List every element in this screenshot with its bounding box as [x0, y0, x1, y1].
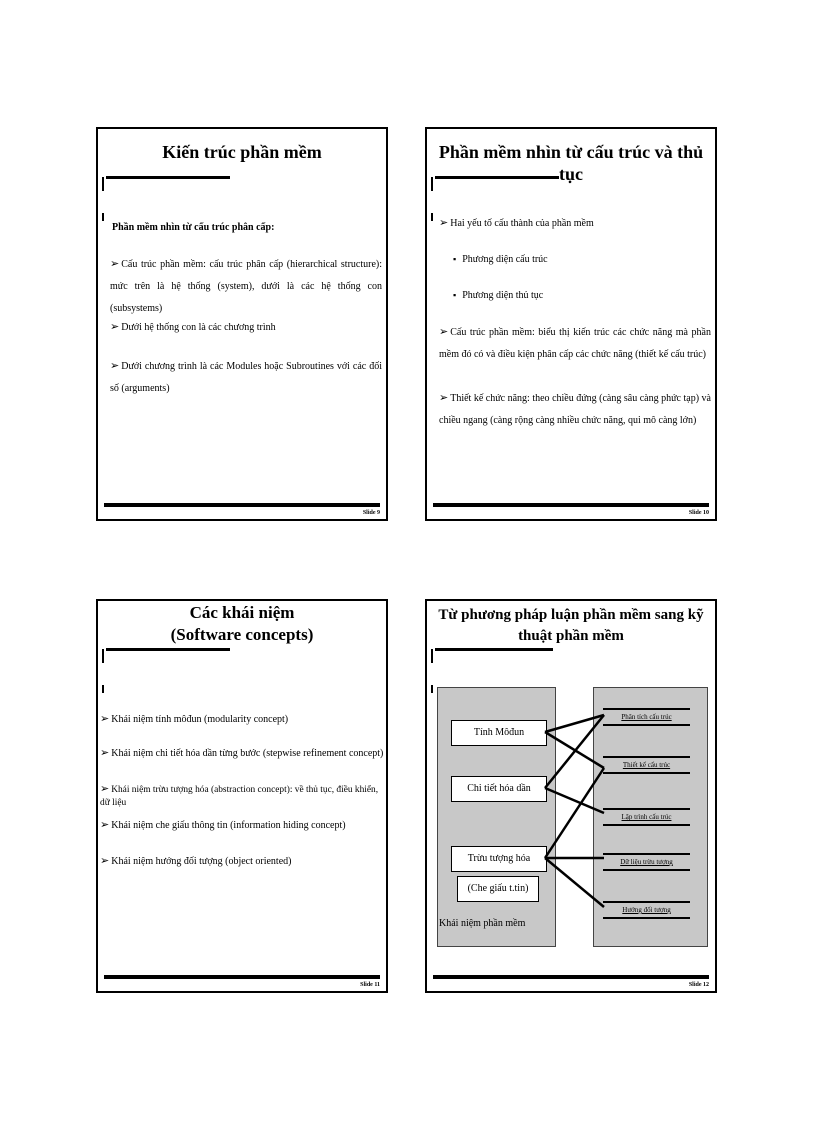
- connector-line: [545, 715, 604, 788]
- connector-line: [545, 715, 604, 732]
- slide-edge-tick: [102, 213, 104, 221]
- technique-label: Lập trình cấu trúc: [603, 808, 690, 826]
- slide-title: Kiến trúc phần mềm: [162, 142, 322, 162]
- slide-title-line2: (Software concepts): [170, 625, 314, 644]
- slide-title-line1: Các khái niệm: [189, 603, 295, 622]
- slide-edge-tick: [431, 213, 433, 221]
- connector-line: [545, 768, 604, 858]
- slide-edge-tick: [102, 177, 104, 191]
- slide-number: Slide 9: [362, 510, 380, 516]
- slide-10: [425, 127, 717, 521]
- title-underline: [106, 648, 230, 651]
- technique-label: Hướng đối tượng: [603, 901, 690, 919]
- sub-bullet-item: ▪ Phương diện thủ tục: [453, 289, 703, 302]
- technique-label: Thiết kế cấu trúc: [603, 756, 690, 774]
- footer-bar: [433, 975, 709, 979]
- concept-box: (Che giấu t.tin): [457, 876, 539, 902]
- subtitle: Phần mềm nhìn từ cấu trúc phân cấp:: [112, 222, 275, 233]
- bullet-item: ➢ Hai yếu tố cấu thành của phần mềm: [439, 217, 711, 230]
- slide-12: [425, 599, 717, 993]
- bullet-item: ➢ Cấu trúc phần mềm: biểu thị kiến trúc các chức năng mà phần mềm đó có và điều kiện phân cấp các chức năng (thiết kế cấu trúc): [439, 321, 711, 366]
- title-underline: [435, 176, 559, 179]
- technique-label: Dữ liệu trừu tượng: [603, 853, 690, 871]
- connector-line: [545, 788, 604, 813]
- bullet-item: ➢ Khái niệm chi tiết hóa dần từng bước (stepwise refinement concept): [100, 747, 388, 760]
- slide-title: Phần mềm nhìn từ cấu trúc và thủ tục: [438, 142, 704, 184]
- title-underline: [106, 176, 230, 179]
- footer-bar: [104, 975, 380, 979]
- panel-caption: Khái niệm phần mềm: [439, 918, 526, 929]
- slide-title: Từ phương pháp luận phần mềm sang kỹ thuật phần mềm: [438, 607, 704, 644]
- sub-bullet-item: ▪ Phương diện cấu trúc: [453, 253, 703, 266]
- connector-lines: [427, 601, 715, 991]
- connector-line: [545, 858, 604, 907]
- bullet-item: ➢ Thiết kế chức năng: theo chiều đứng (càng sâu càng phức tạp) và chiều ngang (càng rộng càng nhiều chức năng, qui mô càng lớn): [439, 387, 711, 432]
- concept-box: Trừu tượng hóa: [451, 846, 547, 872]
- concept-box: Chi tiết hóa dần: [451, 776, 547, 802]
- slide-edge-tick: [102, 685, 104, 693]
- technique-label: Phân tích cấu trúc: [603, 708, 690, 726]
- bullet-item: ➢ Khái niệm hướng đối tượng (object oriented): [100, 855, 388, 868]
- concept-box: Tính Môđun: [451, 720, 547, 746]
- bullet-item: ➢ Khái niệm tính môđun (modularity concept): [100, 713, 388, 726]
- bullet-item: ➢ Dưới hệ thống con là các chương trình: [110, 321, 382, 334]
- slide-11: [96, 599, 388, 993]
- bullet-item: ➢ Khái niệm trừu tượng hóa (abstraction concept): về thủ tục, điều khiển, dữ liệu: [100, 783, 388, 810]
- slide-9: [96, 127, 388, 521]
- slide-number: Slide 10: [688, 510, 709, 516]
- slide-edge-tick: [102, 649, 104, 663]
- footer-bar: [433, 503, 709, 507]
- footer-bar: [104, 503, 380, 507]
- bullet-item: ➢ Dưới chương trình là các Modules hoặc Subroutines với các đối số (arguments): [110, 355, 382, 400]
- slide-number: Slide 12: [688, 982, 709, 988]
- bullet-item: ➢ Khái niệm che giấu thông tin (information hiding concept): [100, 819, 388, 832]
- bullet-item: ➢ Cấu trúc phần mềm: cấu trúc phân cấp (hierarchical structure): mức trên là hệ thống (system), dưới là các hệ thống con (subsystems): [110, 253, 382, 320]
- slide-number: Slide 11: [360, 982, 380, 988]
